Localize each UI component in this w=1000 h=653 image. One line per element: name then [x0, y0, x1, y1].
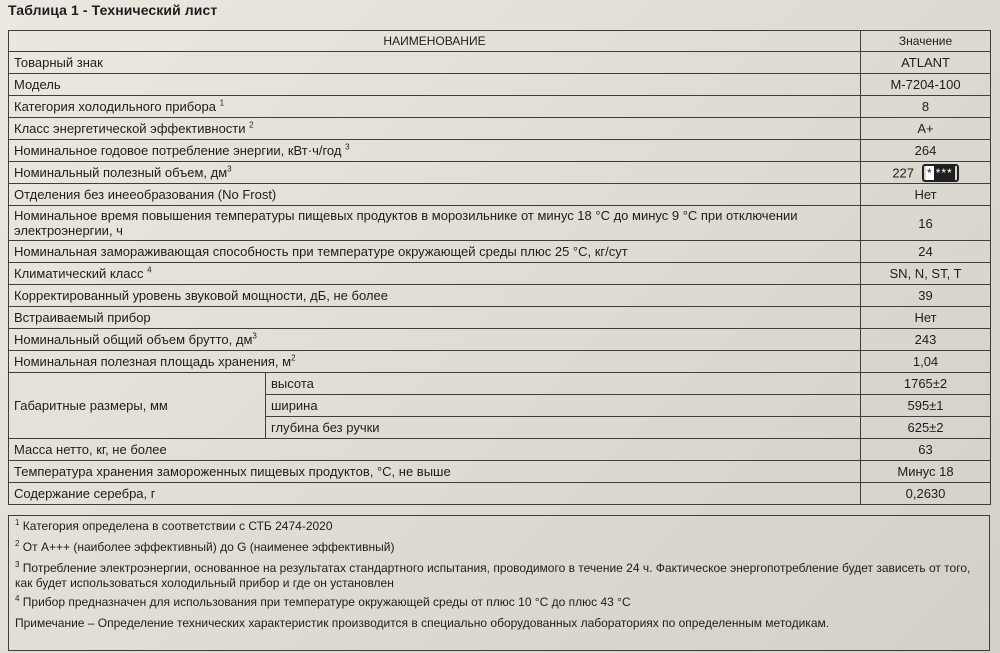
row-label: Отделения без инееобразования (No Frost) [9, 184, 861, 206]
general-note: Примечание – Определение технических характеристик производится в специально оборудованных лабораториях по определенным методикам. [15, 616, 830, 630]
row-label: Климатический класс [14, 266, 144, 281]
footnote-text: Потребление электроэнергии, основанное на результатах стандартного испытания, проводимого в течение 24 ч. Фактическое энергопотребление будет зависеть от того, как будет использоваться холодильный прибор и где он установлен [15, 561, 971, 590]
footnote-ref: 2 [249, 120, 254, 130]
table-row [9, 263, 991, 285]
dimension-height-label: высота [266, 373, 861, 395]
table-row [9, 118, 991, 140]
table-row [9, 351, 991, 373]
footnote-ref: 3 [227, 164, 232, 174]
row-label-cell [9, 162, 861, 184]
footnote-number: 2 [15, 539, 20, 548]
row-label-cell [9, 329, 861, 351]
footnote [15, 519, 983, 534]
table-row [9, 96, 991, 118]
footnote-ref: 3 [252, 331, 257, 341]
row-value: 1,04 [861, 351, 991, 373]
row-label: Корректированный уровень звуковой мощности, дБ, не более [9, 285, 861, 307]
footnote-ref: 1 [219, 98, 225, 108]
dimension-depth-label: глубина без ручки [266, 417, 861, 439]
row-label-cell [9, 351, 861, 373]
footnote-text: От А+++ (наиболее эффективный) до G (наименее эффективный) [22, 540, 395, 554]
row-label: Содержание серебра, г [9, 483, 861, 505]
footnote-number: 1 [15, 518, 20, 527]
footnote-number: 4 [15, 594, 20, 603]
table-row [9, 184, 991, 206]
header-value: Значение [861, 31, 991, 52]
row-value: 63 [861, 439, 991, 461]
footnote [15, 595, 983, 610]
table-row [9, 285, 991, 307]
row-label: Номинальная замораживающая способность при температуре окружающей среды плюс 25 °С, кг/сут [9, 241, 861, 263]
row-label: Категория холодильного прибора [14, 99, 216, 114]
row-label: Номинальный общий объем брутто, дм [14, 332, 253, 347]
row-value: Нет [861, 184, 991, 206]
row-value: 39 [861, 285, 991, 307]
row-value: А+ [861, 118, 991, 140]
row-label-cell [9, 96, 861, 118]
row-label: Класс энергетической эффективности [14, 121, 246, 136]
technical-sheet-table [8, 30, 991, 505]
row-label: Встраиваемый прибор [9, 307, 861, 329]
row-value: 227 [892, 165, 915, 180]
row-label: Модель [9, 74, 861, 96]
row-label-cell [9, 118, 861, 140]
table-header-row [9, 31, 991, 52]
header-name: НАИМЕНОВАНИЕ [9, 31, 861, 52]
dimensions-label: Габаритные размеры, мм [9, 373, 266, 439]
footnote-ref: 3 [345, 142, 350, 152]
three-star-icon: *** [935, 165, 953, 180]
row-label: Номинальное время повышения температуры пищевых продуктов в морозильнике от минус 18 °С до минус 9 °С при отключении электроэнергии, ч [9, 206, 861, 241]
row-value: 8 [861, 96, 991, 118]
row-label: Температура хранения замороженных пищевых продуктов, °С, не выше [9, 461, 861, 483]
row-label: Масса нетто, кг, не более [9, 439, 861, 461]
footnote [15, 540, 983, 555]
row-label-cell [9, 263, 861, 285]
row-label: Номинальная полезная площадь хранения, м [14, 354, 292, 369]
table-row [9, 140, 991, 162]
row-value: Минус 18 [861, 461, 991, 483]
dimension-height-value: 1765±2 [861, 373, 991, 395]
table-row [9, 461, 991, 483]
freezer-star-rating-icon [922, 164, 959, 182]
footnote-ref: 4 [147, 265, 152, 275]
row-value: 243 [861, 329, 991, 351]
dimension-depth-value: 625±2 [861, 417, 991, 439]
table-row [9, 162, 991, 184]
table-row [9, 329, 991, 351]
dimension-width-value: 595±1 [861, 395, 991, 417]
table-row [9, 52, 991, 74]
row-value: 0,2630 [861, 483, 991, 505]
footnote-text: Категория определена в соответствии с СТБ 2474-2020 [22, 519, 333, 533]
row-label-cell [9, 140, 861, 162]
dimension-width-label: ширина [266, 395, 861, 417]
footnote-text: Прибор предназначен для использования при температуре окружающей среды от плюс 10 °С до плюс 43 °С [22, 595, 631, 609]
row-value: 16 [861, 206, 991, 241]
table-row [9, 74, 991, 96]
table-row [9, 307, 991, 329]
row-value: ATLANT [861, 52, 991, 74]
row-value: Нет [861, 307, 991, 329]
row-value-cell [861, 162, 991, 184]
row-label: Товарный знак [9, 52, 861, 74]
footnotes-box [8, 515, 990, 651]
table-row [9, 439, 991, 461]
table-row [9, 206, 991, 241]
footnote [15, 561, 983, 591]
row-value: М-7204-100 [861, 74, 991, 96]
row-value: 24 [861, 241, 991, 263]
snowflake-star-icon: * [927, 165, 933, 180]
row-label: Номинальное годовое потребление энергии, кВт·ч/год [14, 143, 342, 158]
table-row [9, 373, 991, 395]
row-value: SN, N, ST, T [861, 263, 991, 285]
table-row [9, 241, 991, 263]
row-label: Номинальный полезный объем, дм [14, 165, 228, 180]
footnote-ref: 2 [291, 353, 296, 363]
table-row [9, 483, 991, 505]
footnote-number: 3 [15, 560, 20, 569]
table-title: Таблица 1 - Технический лист [8, 2, 218, 18]
row-value: 264 [861, 140, 991, 162]
